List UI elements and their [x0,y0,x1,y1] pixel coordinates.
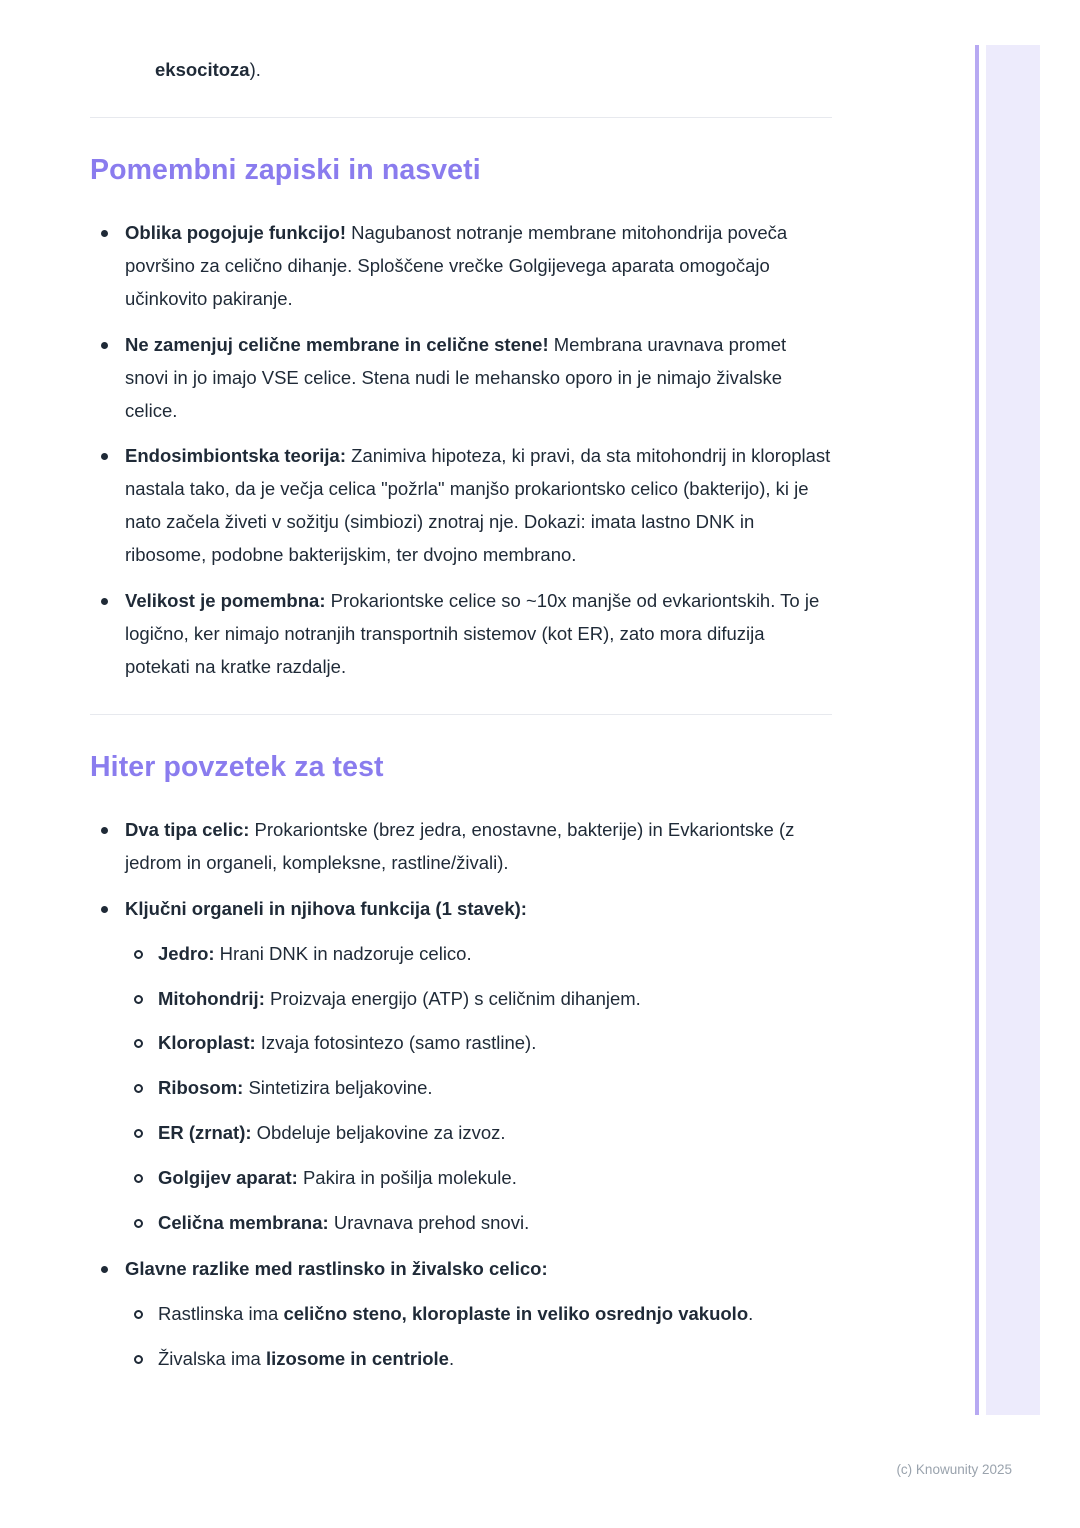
sub-item-text [158,988,641,1009]
sub-list-item [125,983,832,1016]
item-rest: Pakira in pošilja molekule. [297,1167,517,1189]
sub-item-text [158,1077,433,1098]
section-divider [90,117,832,118]
item-bold: Kloroplast: [158,1032,256,1054]
sub-item-text [158,1212,529,1233]
list-item [90,217,832,316]
sub-list-item [125,1343,832,1376]
item-bold: Jedro: [158,942,215,964]
list-item-text [125,898,527,919]
page-edge-strip [986,45,1040,1415]
footer-copyright: (c) Knowunity 2025 [896,1462,1012,1477]
section-summary [90,751,832,1376]
item-bold: Ribosom: [158,1077,244,1099]
item-pre: Rastlinska ima [158,1303,284,1325]
item-bold: ER (zrnat): [158,1122,252,1144]
item-pre: Živalska ima [158,1347,266,1369]
list-item [90,1253,832,1376]
sub-list-item [125,1117,832,1150]
circle-bullet-icon [134,1219,143,1228]
sub-item-text [158,1303,753,1324]
item-rest: Prokariontske (brez jedra, enostavne, bakterije) in Evkariontske (z jedrom in organeli, kompleksne, rastline/živali). [125,818,795,873]
bullet-dot-icon [101,598,108,605]
item-bold: Golgijev aparat: [158,1167,298,1189]
item-rest: Proizvaja energijo (ATP) s celičnim dihanjem. [264,987,641,1009]
intro-rest: ). [249,59,261,80]
sub-item-text [158,1348,454,1369]
circle-bullet-icon [134,995,143,1004]
bullet-dot-icon [101,827,108,834]
page-content [90,0,832,1389]
list-item [90,329,832,428]
list-item [90,814,832,880]
item-bold: lizosome in centriole [265,1347,449,1369]
item-rest: Hrani DNK in nadzoruje celico. [214,942,472,964]
item-bold: Ključni organeli in njihova funkcija (1 stavek): [125,897,527,919]
list-item-text [125,334,786,421]
item-bold: Dva tipa celic: [125,818,250,840]
circle-bullet-icon [134,1174,143,1183]
section-notes [90,154,832,684]
item-bold: Oblika pogojuje funkcijo! [125,221,346,243]
item-bold: Celična membrana: [158,1212,329,1234]
list-item [90,893,832,1240]
list-item-text [125,445,830,565]
circle-bullet-icon [134,1310,143,1319]
sub-bullet-list [125,938,832,1240]
circle-bullet-icon [134,1355,143,1364]
bullet-dot-icon [101,230,108,237]
sub-list-item [125,1162,832,1195]
list-item-text [125,1258,548,1279]
bullet-dot-icon [101,453,108,460]
item-rest: Uravnava prehod snovi. [328,1212,530,1234]
sub-list-item [125,1298,832,1331]
bullet-dot-icon [101,1266,108,1273]
item-rest: Obdeluje beljakovine za izvoz. [251,1122,506,1144]
list-item-text [125,222,787,309]
section-title: Pomembni zapiski in nasveti [90,153,481,186]
sub-item-text [158,1122,506,1143]
sub-item-text [158,1032,536,1053]
sub-list-item [125,1027,832,1060]
item-rest: . [448,1347,455,1369]
item-bold: Endosimbiontska teorija: [125,445,347,467]
item-bold: Velikost je pomembna: [125,590,326,612]
item-rest: Membrana uravnava promet snovi in jo imajo VSE celice. Stena nudi le mehansko oporo in je nimajo živalske celice. [125,333,787,421]
circle-bullet-icon [134,950,143,959]
sub-item-text [158,943,472,964]
intro-line [90,0,832,83]
sub-list-item [125,1072,832,1105]
bullet-list [90,814,832,1376]
list-item [90,440,832,572]
circle-bullet-icon [134,1039,143,1048]
bullet-dot-icon [101,906,108,913]
circle-bullet-icon [134,1084,143,1093]
section-divider [90,714,832,715]
intro-bold: eksocitoza [155,59,250,80]
section-title: Hiter povzetek za test [90,750,384,783]
page-edge-accent-line [975,45,979,1415]
item-rest: Prokariontske celice so ~10x manjše od evkariontskih. To je logično, ker nimajo notranjih transportnih sistemov (kot ER), zato mora difuzija potekati na kratke razdalje. [125,590,820,677]
item-bold: Mitohondrij: [158,987,265,1009]
bullet-dot-icon [101,342,108,349]
list-item-text [125,590,819,677]
item-bold: Ne zamenjuj celične membrane in celične stene! [125,333,549,355]
sub-item-text [158,1167,517,1188]
sub-list-item [125,938,832,971]
circle-bullet-icon [134,1129,143,1138]
list-item [90,585,832,684]
item-bold: Glavne razlike med rastlinsko in živalsko celico: [125,1258,548,1280]
item-rest: Sintetizira beljakovine. [243,1077,433,1099]
item-bold: celično steno, kloroplaste in veliko osrednjo vakuolo [283,1303,749,1325]
sub-bullet-list [125,1298,832,1376]
item-rest: Zanimiva hipoteza, ki pravi, da sta mitohondrij in kloroplast nastala tako, da je večja celica "požrla" manjšo prokariontsko celico (bakterijo), ki je nato začela živeti v sožitju (simbiozi) znotraj nje. Dokazi: imata lastno DNK in ribosome, podobne bakterijskim, ter dvojno membrano. [125,445,831,566]
bullet-list [90,217,832,684]
list-item-text [125,819,794,873]
sub-list-item [125,1207,832,1240]
item-rest: Izvaja fotosintezo (samo rastline). [255,1032,537,1054]
item-rest: Nagubanost notranje membrane mitohondrija poveča površino za celično dihanje. Sploščene vrečke Golgijevega aparata omogočajo učinkovito pakiranje. [125,221,788,309]
item-rest: . [748,1303,754,1325]
